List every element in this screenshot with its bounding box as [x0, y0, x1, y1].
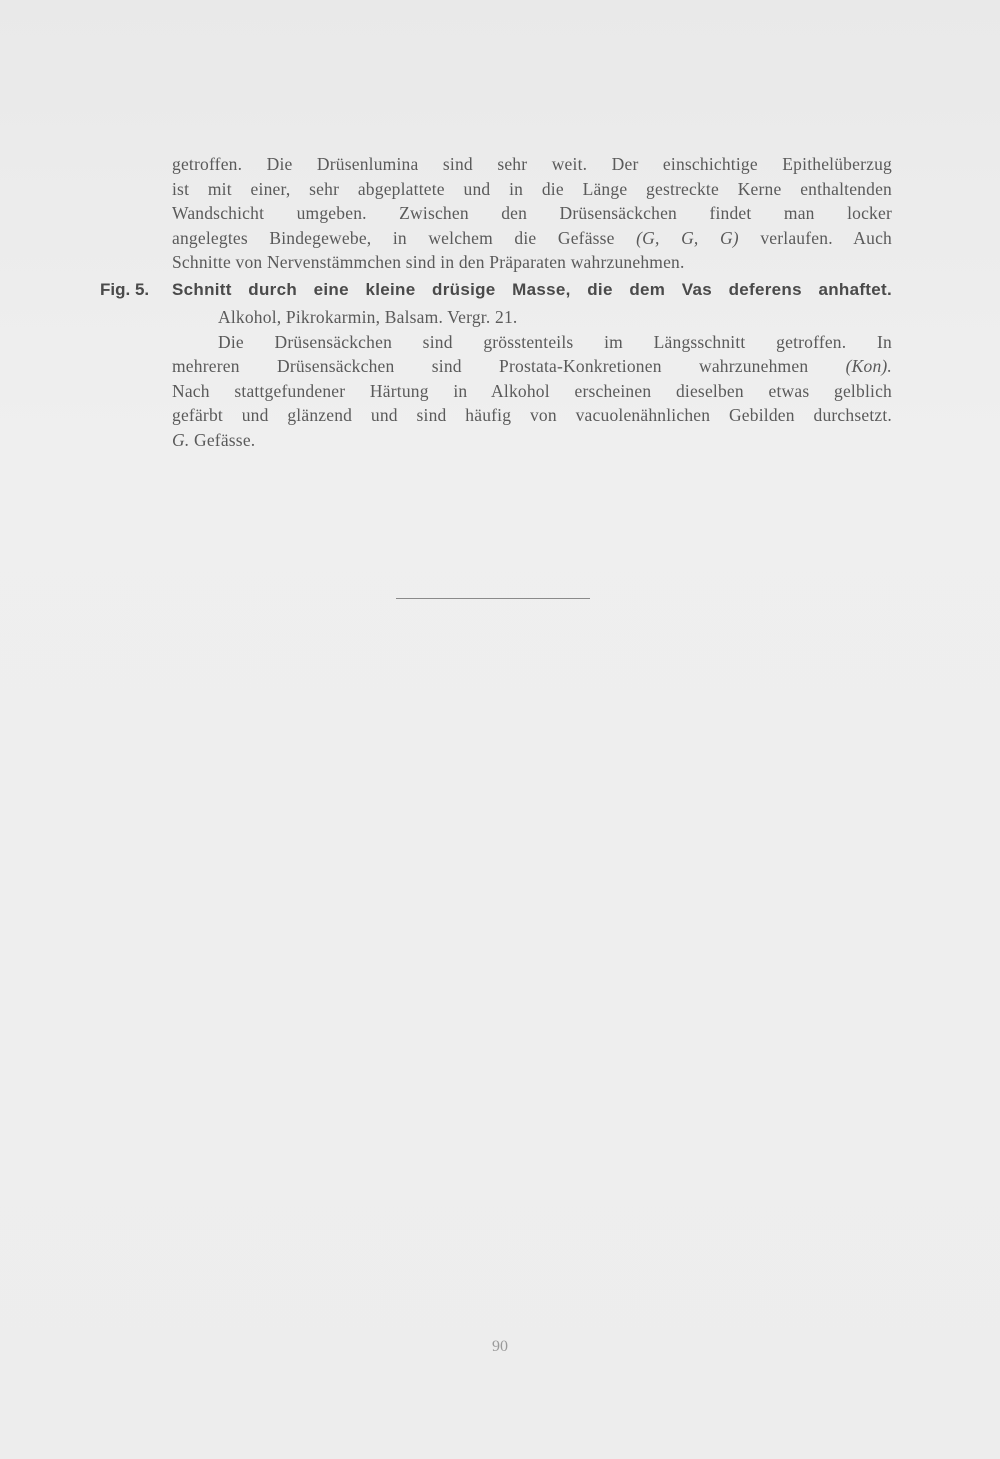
method-line: Alkohol, Pikrokarmin, Balsam. Vergr. 21. — [218, 307, 518, 327]
italic-reference: (G, G, G) — [636, 227, 739, 248]
text-line — [172, 226, 892, 251]
page-number: 90 — [492, 1338, 508, 1355]
text-line: Wandschicht umgeben. Zwischen den Drüsensäckchen findet man locker — [172, 203, 892, 224]
text-line: ist mit einer, sehr abgeplattete und in die Länge gestreckte Kerne enthaltenden — [172, 178, 892, 199]
text-line — [172, 428, 892, 453]
figure-title: Schnitt durch eine kleine drüsige Masse, die dem Vas deferens anhaftet. — [172, 280, 892, 299]
text-line: Nach stattgefundener Härtung in Alkohol erscheinen dieselben etwas gelblich — [172, 380, 892, 401]
text-segment: Gefässe. — [189, 429, 256, 450]
text-line: Die Drüsensäckchen sind grösstenteils im Längsschnitt getroffen. In — [218, 331, 892, 352]
paragraph-1 — [172, 152, 892, 275]
section-divider — [396, 598, 590, 599]
italic-reference: G. — [172, 429, 190, 450]
text-line: Schnitte von Nervenstämmchen sind in den Präparaten wahrzunehmen. — [172, 252, 685, 273]
paragraph-2 — [172, 305, 892, 453]
text-segment: verlaufen. Auch — [738, 227, 892, 248]
italic-reference: (Kon). — [845, 356, 892, 377]
text-segment: angelegtes Bindegewebe, in welchem die Gefässe — [172, 227, 637, 248]
figure-label: Fig. 5. — [100, 280, 150, 299]
text-segment: mehreren Drüsensäckchen sind Prostata-Konkretionen wahrzunehmen — [172, 356, 846, 377]
text-line: gefärbt und glänzend und sind häufig von vacuolenähnlichen Gebilden durchsetzt. — [172, 405, 892, 426]
text-line: getroffen. Die Drüsenlumina sind sehr weit. Der einschichtige Epithelüberzug — [172, 154, 892, 174]
figure-caption — [100, 278, 892, 302]
text-line — [172, 354, 892, 379]
